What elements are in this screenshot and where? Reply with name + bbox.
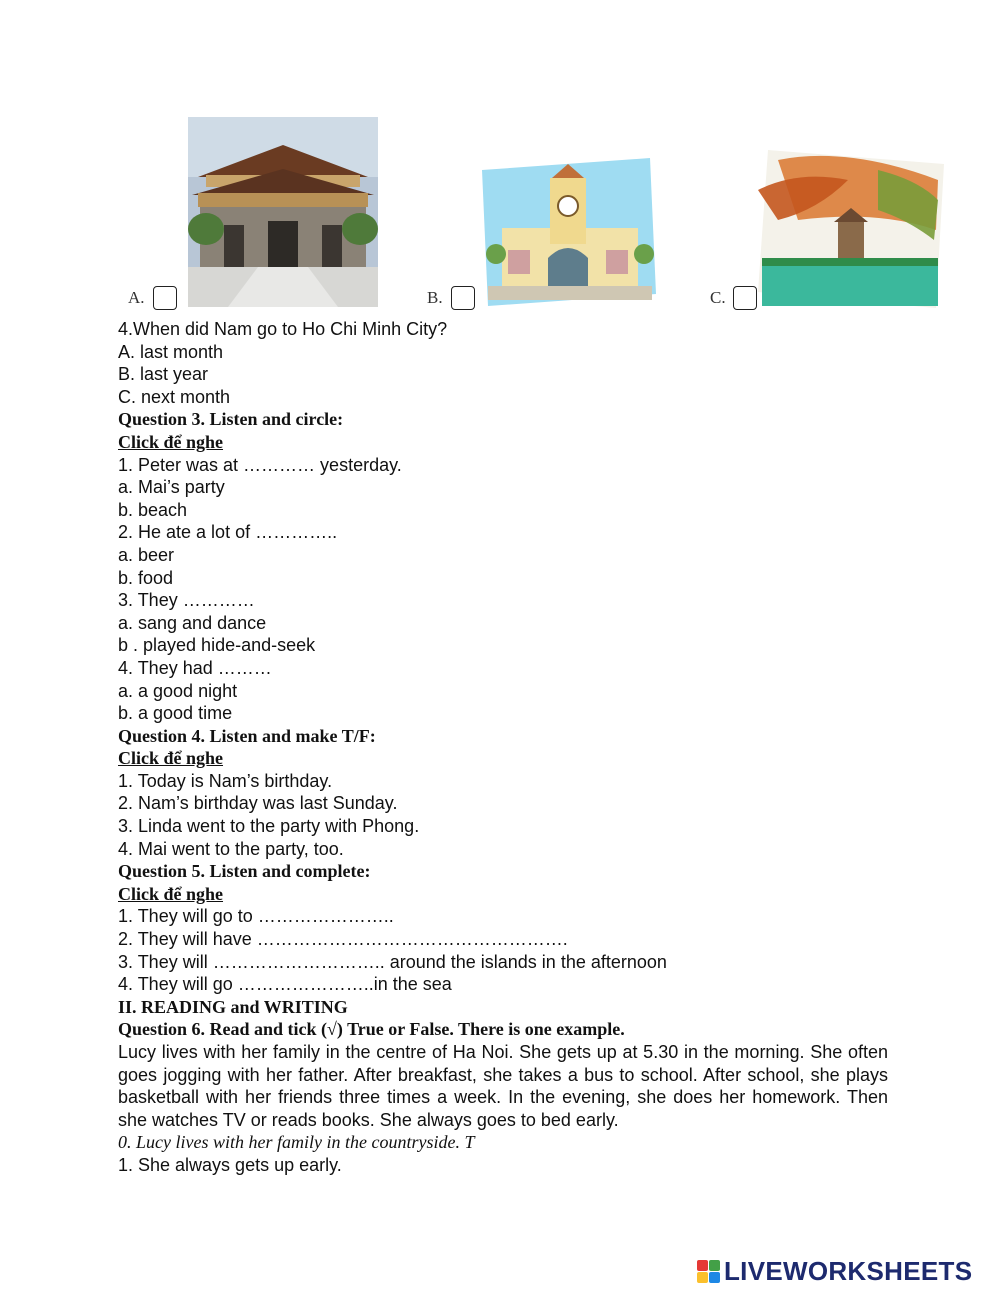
q4-line: 4. Mai went to the party, too. bbox=[118, 838, 344, 859]
q2-item4-prompt: 4.When did Nam go to Ho Chi Minh City? bbox=[118, 319, 448, 339]
q3-line: a. sang and dance bbox=[118, 612, 267, 633]
question-3-listen-link[interactable]: Click để nghe bbox=[118, 431, 224, 452]
question-6-item-1: 1. She always gets up early. bbox=[118, 1154, 342, 1175]
q3-line: b. beach bbox=[118, 499, 188, 520]
q3-line: 4. They had ……… bbox=[118, 657, 272, 678]
q4-line: 1. Today is Nam’s birthday. bbox=[118, 770, 333, 791]
q3-line: b. a good time bbox=[118, 703, 233, 724]
choice-c-tickbox[interactable] bbox=[733, 286, 757, 310]
picture-b bbox=[482, 158, 656, 306]
q5-line: 1. They will go to ………………….. bbox=[118, 906, 394, 927]
choice-b-tickbox[interactable] bbox=[451, 286, 475, 310]
q3-line: 3. They ………… bbox=[118, 590, 255, 611]
q3-line: a. a good night bbox=[118, 680, 238, 701]
question-5-listen-link[interactable]: Click để nghe bbox=[118, 883, 224, 904]
q3-line: a. Mai’s party bbox=[118, 477, 225, 498]
q5-line: 2. They will have ……………………………………………. bbox=[118, 929, 568, 950]
section-2-heading: II. READING and WRITING bbox=[118, 996, 348, 1017]
question-6-paragraph: Lucy lives with her family in the centre of Ha Noi. She gets up at 5.30 in the morning. She often goes jogging with her father. After breakfast, she takes a bus to school. After school, she plays basketball with her friends three times a week. In the evening, she does her homework. Then she watches TV or reads books. She always goes to bed early. bbox=[118, 1042, 888, 1130]
q5-line: 4. They will go …………………..in the sea bbox=[118, 974, 452, 995]
q4-line: 2. Nam’s birthday was last Sunday. bbox=[118, 793, 398, 814]
q2-item4-option-c: C. next month bbox=[118, 386, 231, 407]
q3-line: 1. Peter was at ………… yesterday. bbox=[118, 454, 402, 475]
worksheet-content bbox=[118, 318, 888, 1177]
ben-thanh-market-icon bbox=[482, 158, 656, 306]
liveworksheets-logo-text: LIVEWORKSHEETS bbox=[724, 1255, 973, 1286]
q4-line: 3. Linda went to the party with Phong. bbox=[118, 816, 420, 837]
q2-item4-option-a: A. last month bbox=[118, 341, 224, 362]
choice-a-tickbox[interactable] bbox=[153, 286, 177, 310]
turtle-tower-lake-icon bbox=[758, 150, 944, 308]
q3-line: a. beer bbox=[118, 544, 175, 565]
liveworksheets-logo bbox=[697, 1256, 972, 1286]
picture-a bbox=[188, 117, 378, 307]
question-6-heading: Question 6. Read and tick (√) True or False. There is one example. bbox=[118, 1019, 625, 1040]
q5-line: 3. They will ……………………….. around the islands in the afternoon bbox=[118, 951, 667, 972]
question-3-heading: Question 3. Listen and circle: bbox=[118, 409, 344, 430]
imperial-citadel-gate-icon bbox=[188, 117, 378, 307]
liveworksheets-logo-icon bbox=[697, 1260, 720, 1283]
q3-line: 2. He ate a lot of ………….. bbox=[118, 522, 338, 543]
q2-item4-option-b: B. last year bbox=[118, 364, 209, 385]
choice-a-label: A. bbox=[128, 288, 145, 307]
choice-b-label: B. bbox=[427, 288, 443, 307]
choice-c-label: C. bbox=[710, 288, 726, 307]
q3-line: b. food bbox=[118, 567, 174, 588]
q3-line: b . played hide-and-seek bbox=[118, 635, 316, 656]
question-4-heading: Question 4. Listen and make T/F: bbox=[118, 725, 376, 746]
question-4-listen-link[interactable]: Click để nghe bbox=[118, 748, 224, 769]
question-6-example: 0. Lucy lives with her family in the countryside. T bbox=[118, 1132, 475, 1153]
question-5-heading: Question 5. Listen and complete: bbox=[118, 861, 371, 882]
picture-c bbox=[758, 150, 944, 308]
